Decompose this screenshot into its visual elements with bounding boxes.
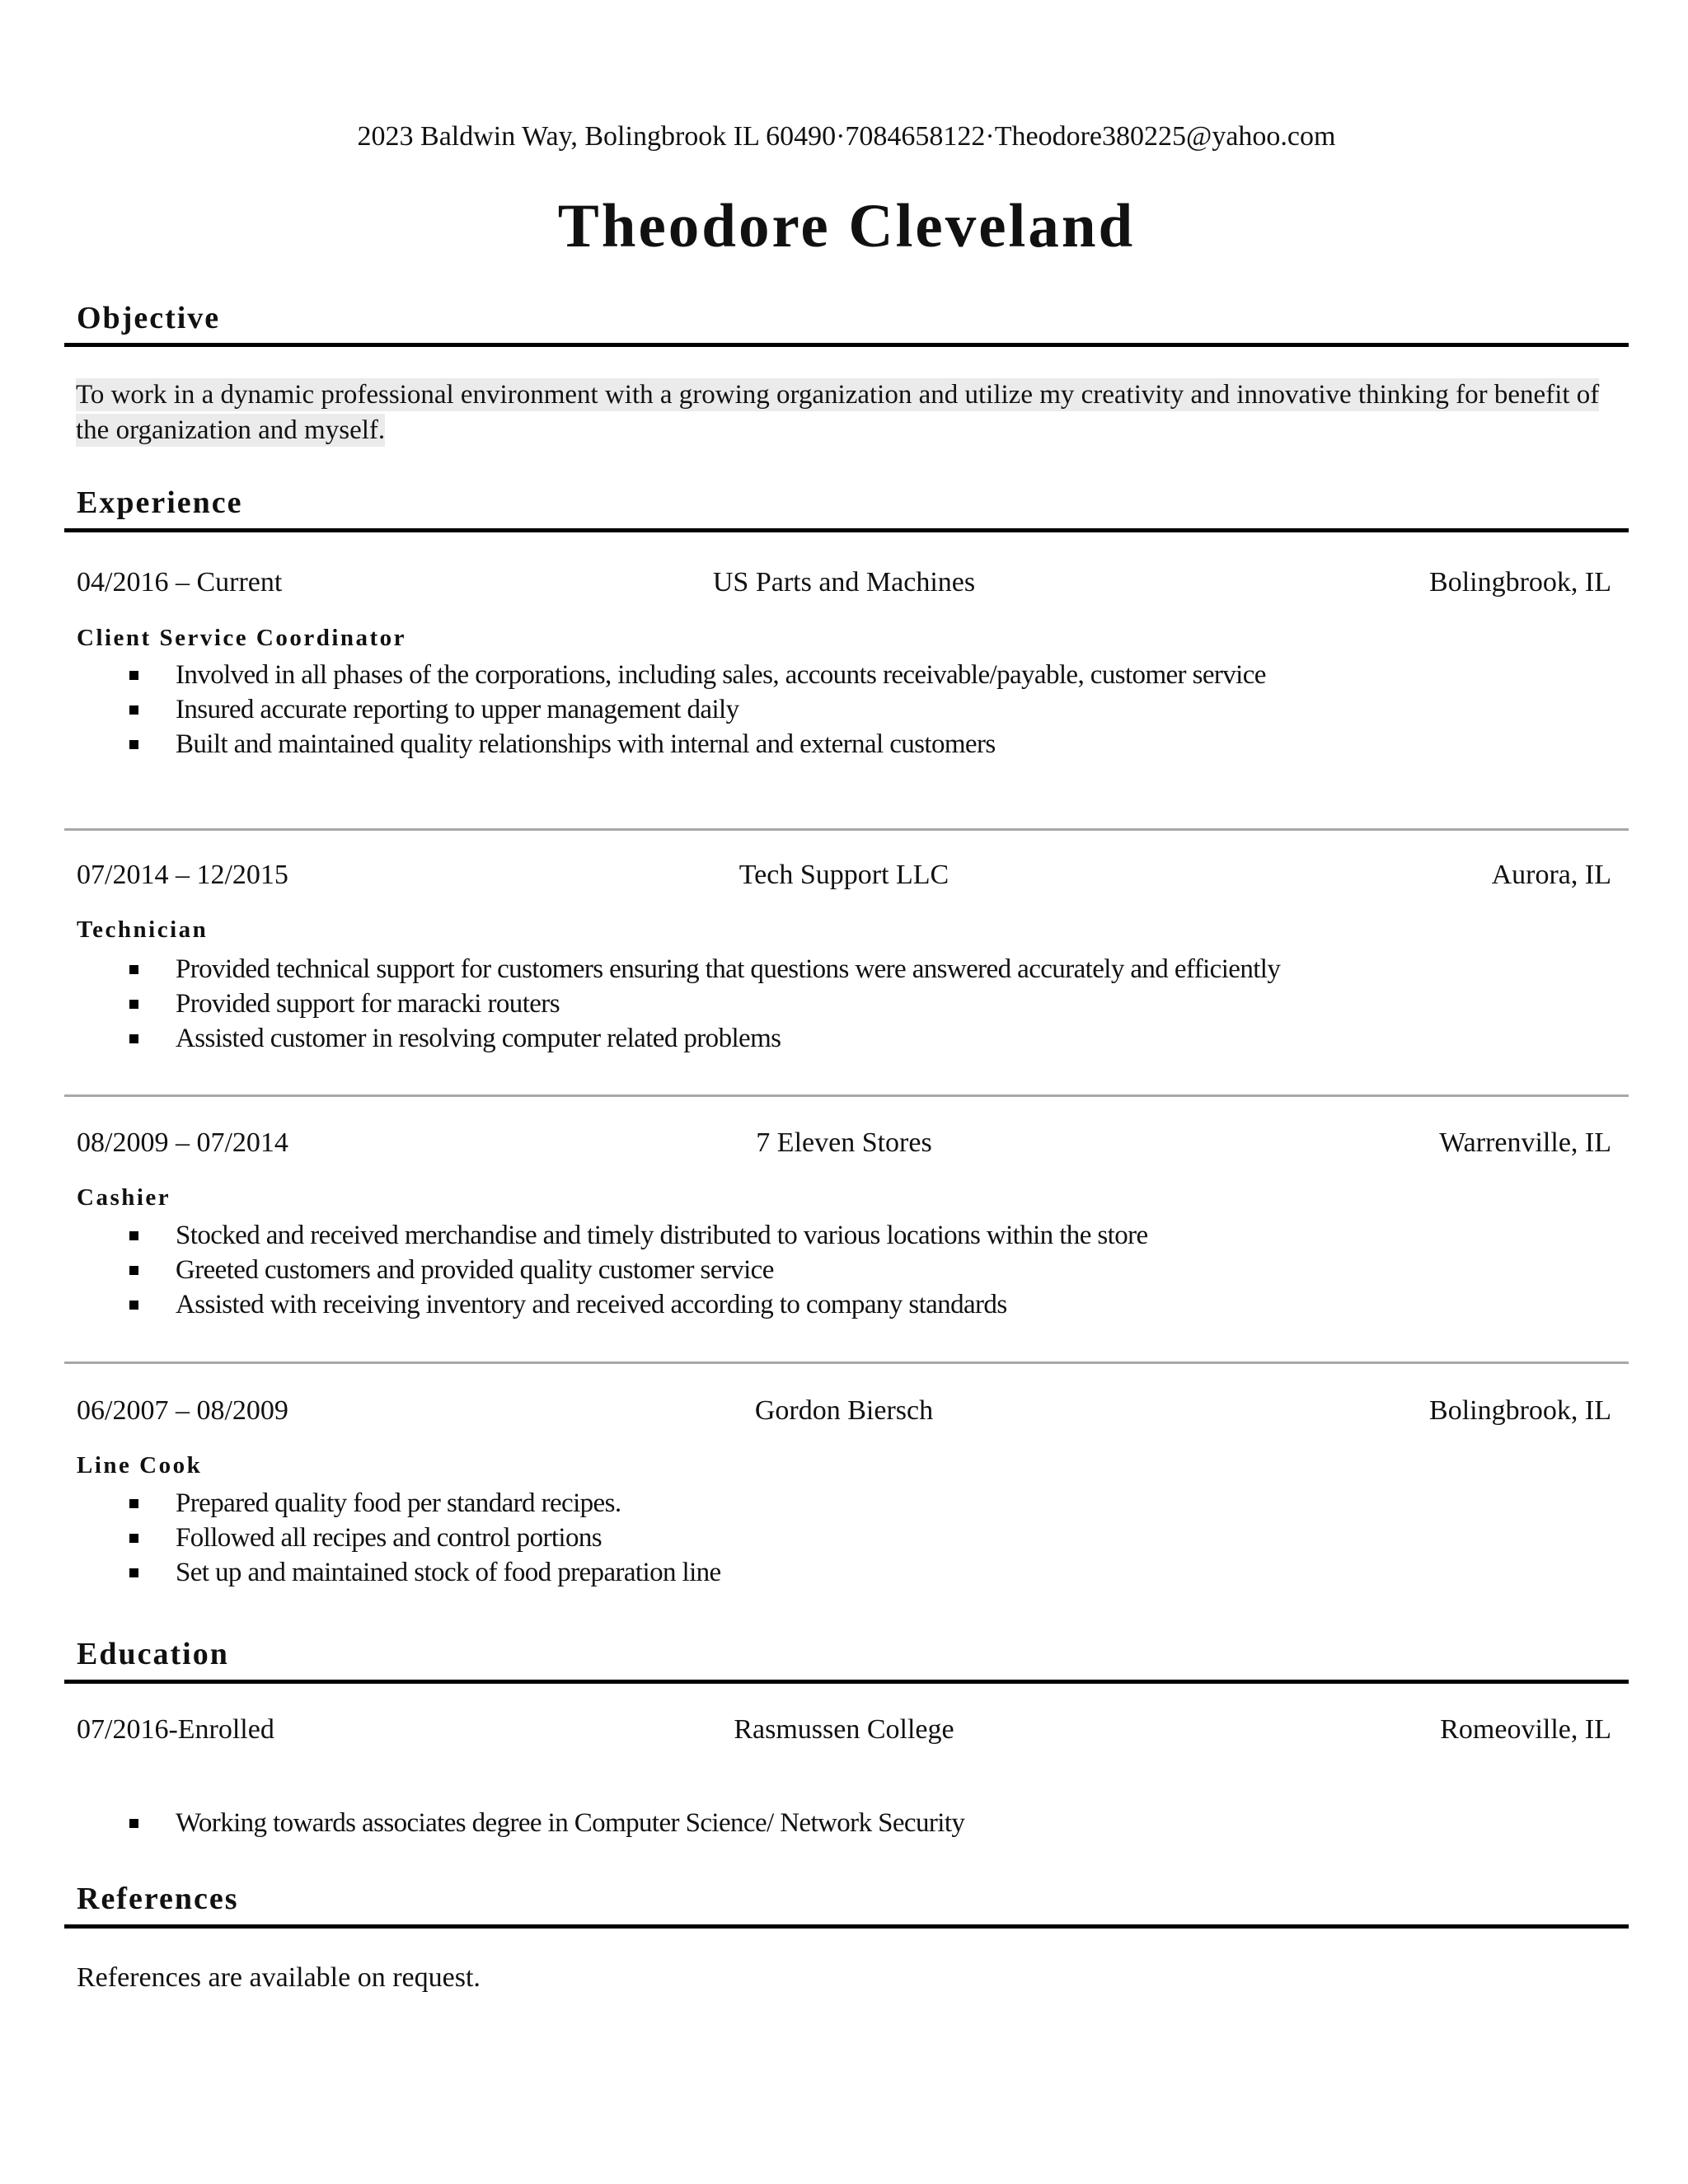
- job-location: Aurora, IL: [1491, 860, 1611, 890]
- list-item: Greeted customers and provided quality customer service: [126, 1253, 1148, 1287]
- bullet-square-icon: [129, 1499, 138, 1508]
- section-rule-references: [64, 1924, 1629, 1929]
- bullet-square-icon: [129, 705, 138, 715]
- section-title-references: References: [77, 1882, 239, 1916]
- bullet-square-icon: [129, 1266, 138, 1275]
- contact-line: 2023 Baldwin Way, Bolingbrook IL 60490·7084658122·Theodore380225@yahoo.com: [357, 121, 1336, 152]
- job-header-row: [77, 1393, 1611, 1429]
- bullet-square-icon: [129, 1034, 138, 1043]
- candidate-name: Theodore Cleveland: [557, 192, 1136, 260]
- job-header-row: [77, 1125, 1611, 1161]
- resume-page: [64, 0, 1629, 2184]
- job-divider: [64, 1094, 1629, 1097]
- job-role: Client Service Coordinator: [77, 625, 407, 651]
- education-header-row: [77, 1712, 1611, 1748]
- job-role: Technician: [77, 916, 209, 943]
- list-item: Stocked and received merchandise and timely distributed to various locations within the store: [126, 1218, 1148, 1253]
- objective-text: To work in a dynamic professional environment with a growing organization and utilize my creativity and innovative thinking for benefit of the organization and myself.: [76, 380, 1600, 445]
- bullet-square-icon: [129, 1301, 138, 1310]
- job-dates: 06/2007 – 08/2009: [77, 1395, 288, 1426]
- education-school: Rasmussen College: [734, 1714, 954, 1745]
- job-divider: [64, 1361, 1629, 1364]
- section-title-education: Education: [77, 1637, 229, 1671]
- job-bullet-list: [126, 1486, 721, 1590]
- job-role: Line Cook: [77, 1452, 203, 1479]
- job-dates: 04/2016 – Current: [77, 567, 283, 598]
- list-item: Insured accurate reporting to upper management daily: [126, 692, 1266, 727]
- list-item: Assisted with receiving inventory and received according to company standards: [126, 1287, 1148, 1322]
- bullet-square-icon: [129, 1231, 138, 1240]
- job-dates: 07/2014 – 12/2015: [77, 860, 288, 890]
- job-role: Cashier: [77, 1184, 171, 1211]
- job-divider: [64, 828, 1629, 831]
- job-location: Warrenville, IL: [1439, 1127, 1611, 1158]
- bullet-square-icon: [129, 965, 138, 974]
- section-rule-experience: [64, 528, 1629, 532]
- job-company: Tech Support LLC: [738, 860, 950, 890]
- education-dates: 07/2016-Enrolled: [77, 1714, 274, 1745]
- bullet-square-icon: [129, 1000, 138, 1009]
- job-dates: 08/2009 – 07/2014: [77, 1127, 288, 1158]
- job-company: Gordon Biersch: [754, 1395, 934, 1426]
- section-title-objective: Objective: [77, 301, 221, 335]
- section-title-experience: Experience: [77, 485, 243, 520]
- bullet-square-icon: [129, 740, 138, 749]
- education-bullet-list: [126, 1806, 964, 1840]
- bullet-square-icon: [129, 1568, 138, 1577]
- job-bullet-list: [126, 658, 1266, 762]
- list-item: Working towards associates degree in Computer Science/ Network Security: [126, 1806, 964, 1840]
- job-location: Bolingbrook, IL: [1429, 567, 1611, 598]
- list-item: Provided support for maracki routers: [126, 987, 1280, 1021]
- job-company: 7 Eleven Stores: [756, 1127, 932, 1158]
- job-header-row: [77, 857, 1611, 893]
- list-item: Assisted customer in resolving computer related problems: [126, 1021, 1280, 1056]
- job-location: Bolingbrook, IL: [1429, 1395, 1611, 1426]
- list-item: Provided technical support for customers ensuring that questions were answered accurately and efficiently: [126, 952, 1280, 987]
- section-rule-education: [64, 1680, 1629, 1684]
- list-item: Followed all recipes and control portions: [126, 1521, 721, 1555]
- job-bullet-list: [126, 952, 1280, 1056]
- bullet-square-icon: [129, 1819, 138, 1828]
- section-rule-objective: [64, 343, 1629, 347]
- references-text: References are available on request.: [77, 1962, 481, 1993]
- bullet-square-icon: [129, 1534, 138, 1543]
- job-header-row: [77, 565, 1611, 601]
- list-item: Built and maintained quality relationships with internal and external customers: [126, 727, 1266, 762]
- list-item: Prepared quality food per standard recipes.: [126, 1486, 721, 1521]
- job-bullet-list: [126, 1218, 1148, 1322]
- education-location: Romeoville, IL: [1440, 1714, 1611, 1745]
- list-item: Set up and maintained stock of food preparation line: [126, 1555, 721, 1590]
- bullet-square-icon: [129, 671, 138, 680]
- list-item: Involved in all phases of the corporations, including sales, accounts receivable/payable, customer service: [126, 658, 1266, 692]
- job-company: US Parts and Machines: [712, 567, 976, 598]
